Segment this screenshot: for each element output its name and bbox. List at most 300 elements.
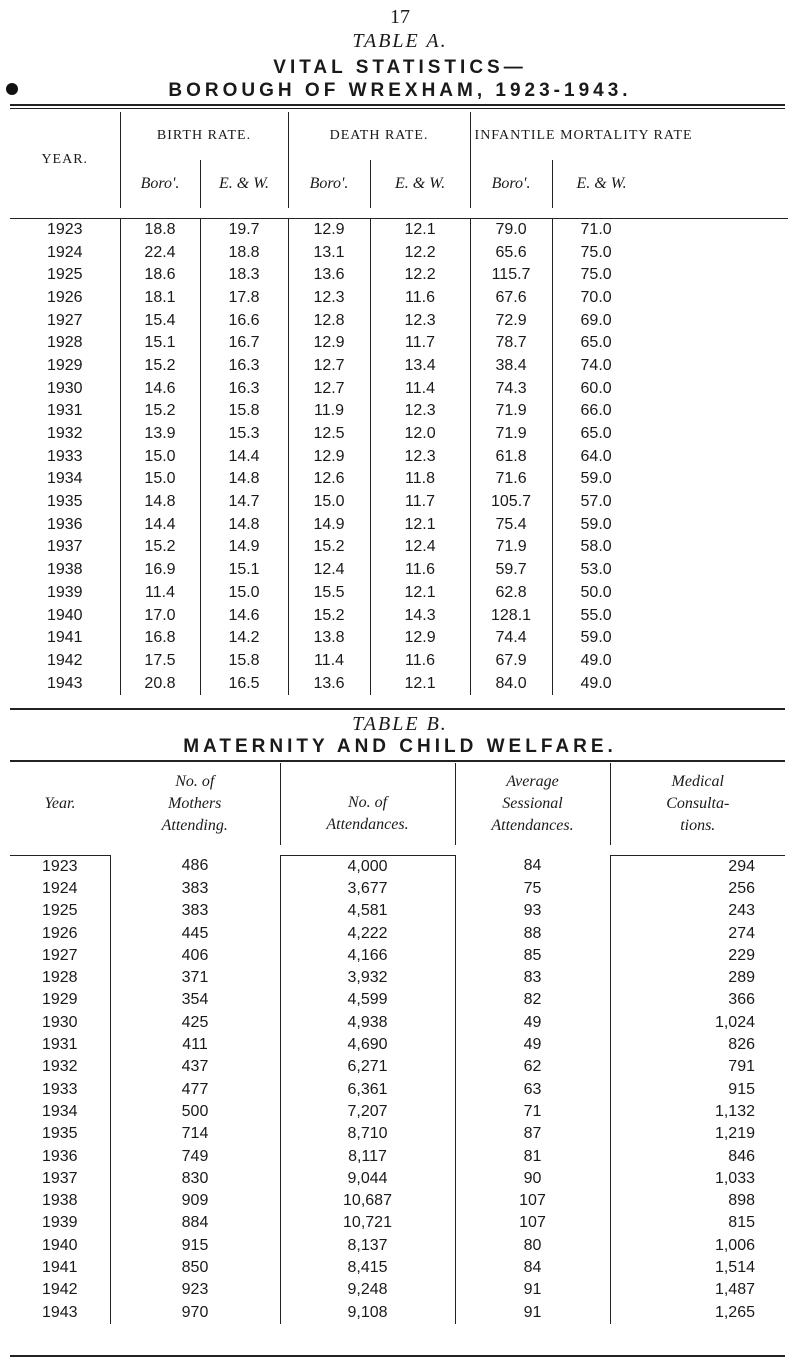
value-cell: 71.0 bbox=[552, 218, 788, 241]
value-cell: 91 bbox=[455, 1279, 610, 1301]
value-cell: 12.9 bbox=[288, 332, 370, 355]
table-row bbox=[10, 1145, 785, 1167]
value-cell: 71.9 bbox=[470, 400, 552, 423]
value-cell: 20.8 bbox=[120, 672, 200, 695]
value-cell: 15.5 bbox=[288, 582, 370, 605]
value-cell: 12.7 bbox=[288, 377, 370, 400]
year-cell: 1935 bbox=[41, 1125, 78, 1143]
value-cell: 49 bbox=[455, 1012, 610, 1034]
table-row bbox=[10, 1257, 785, 1279]
value-cell: 915 bbox=[610, 1078, 785, 1100]
value-cell: 4,599 bbox=[280, 989, 455, 1011]
value-cell: 49.0 bbox=[552, 672, 788, 695]
year-cell: 1929 bbox=[46, 356, 83, 374]
value-cell: 6,361 bbox=[280, 1078, 455, 1100]
table-row bbox=[10, 1301, 785, 1323]
value-cell: 14.9 bbox=[200, 536, 288, 559]
table-row bbox=[10, 604, 788, 627]
value-cell: 884 bbox=[110, 1212, 280, 1234]
value-cell: 437 bbox=[110, 1056, 280, 1078]
value-cell: 486 bbox=[110, 855, 280, 878]
value-cell: 8,415 bbox=[280, 1257, 455, 1279]
year-cell: 1923 bbox=[41, 857, 78, 875]
value-cell: 88 bbox=[455, 922, 610, 944]
year-cell: 1924 bbox=[41, 879, 78, 897]
value-cell: 815 bbox=[610, 1212, 785, 1234]
value-cell: 15.0 bbox=[120, 468, 200, 491]
year-cell: 1930 bbox=[41, 1013, 78, 1031]
year-cell: 1931 bbox=[41, 1036, 78, 1054]
year-cell: 1934 bbox=[46, 470, 83, 488]
table-row bbox=[10, 264, 788, 287]
value-cell: 4,581 bbox=[280, 900, 455, 922]
value-cell: 294 bbox=[610, 855, 785, 878]
value-cell: 13.6 bbox=[288, 264, 370, 287]
table-row bbox=[10, 559, 788, 582]
value-cell: 70.0 bbox=[552, 287, 788, 310]
value-cell: 63 bbox=[455, 1078, 610, 1100]
value-cell: 714 bbox=[110, 1123, 280, 1145]
value-cell: 115.7 bbox=[470, 264, 552, 287]
value-cell: 82 bbox=[455, 989, 610, 1011]
table-row bbox=[10, 218, 788, 241]
table-row bbox=[10, 400, 788, 423]
value-cell: 749 bbox=[110, 1145, 280, 1167]
birth-rate-header: BIRTH RATE. bbox=[120, 112, 288, 160]
value-cell: 12.4 bbox=[288, 559, 370, 582]
value-cell: 15.0 bbox=[120, 445, 200, 468]
year-cell: 1936 bbox=[41, 1147, 78, 1165]
subheader-death-ew: E. & W. bbox=[370, 160, 470, 208]
value-cell: 445 bbox=[110, 922, 280, 944]
table-row bbox=[10, 377, 788, 400]
value-cell: 243 bbox=[610, 900, 785, 922]
value-cell: 107 bbox=[455, 1212, 610, 1234]
value-cell: 78.7 bbox=[470, 332, 552, 355]
value-cell: 1,487 bbox=[610, 1279, 785, 1301]
value-cell: 16.5 bbox=[200, 672, 288, 695]
value-cell: 383 bbox=[110, 900, 280, 922]
value-cell: 16.3 bbox=[200, 377, 288, 400]
value-cell: 289 bbox=[610, 967, 785, 989]
value-cell: 53.0 bbox=[552, 559, 788, 582]
year-cell: 1925 bbox=[41, 902, 78, 920]
value-cell: 55.0 bbox=[552, 604, 788, 627]
value-cell: 72.9 bbox=[470, 309, 552, 332]
value-cell: 84.0 bbox=[470, 672, 552, 695]
value-cell: 12.1 bbox=[370, 513, 470, 536]
page-number: 17 bbox=[390, 6, 410, 28]
subheader-death-boro: Boro'. bbox=[288, 160, 370, 208]
table-row bbox=[10, 1212, 785, 1234]
value-cell: 17.8 bbox=[200, 287, 288, 310]
value-cell: 850 bbox=[110, 1257, 280, 1279]
value-cell: 85 bbox=[455, 945, 610, 967]
table-a-bottom-rule bbox=[10, 708, 785, 710]
value-cell: 16.3 bbox=[200, 355, 288, 378]
subheader-birth-ew: E. & W. bbox=[200, 160, 288, 208]
value-cell: 6,271 bbox=[280, 1056, 455, 1078]
year-cell: 1937 bbox=[41, 1169, 78, 1187]
year-cell: 1932 bbox=[46, 425, 83, 443]
table-row bbox=[10, 1190, 785, 1212]
value-cell: 18.8 bbox=[200, 241, 288, 264]
value-cell: 500 bbox=[110, 1101, 280, 1123]
value-cell: 9,108 bbox=[280, 1301, 455, 1323]
value-cell: 1,132 bbox=[610, 1101, 785, 1123]
value-cell: 425 bbox=[110, 1012, 280, 1034]
table-row bbox=[10, 989, 785, 1011]
medical-consultations-header: Medical Consulta- tions. bbox=[610, 763, 785, 845]
value-cell: 8,137 bbox=[280, 1235, 455, 1257]
value-cell: 65.0 bbox=[552, 423, 788, 446]
value-cell: 59.0 bbox=[552, 627, 788, 650]
value-cell: 11.8 bbox=[370, 468, 470, 491]
value-cell: 15.1 bbox=[120, 332, 200, 355]
table-row bbox=[10, 1235, 785, 1257]
table-row bbox=[10, 1056, 785, 1078]
value-cell: 4,000 bbox=[280, 855, 455, 878]
value-cell: 11.6 bbox=[370, 559, 470, 582]
table-row bbox=[10, 900, 785, 922]
year-cell: 1936 bbox=[46, 515, 83, 533]
value-cell: 12.8 bbox=[288, 309, 370, 332]
value-cell: 64.0 bbox=[552, 445, 788, 468]
table-row bbox=[10, 491, 788, 514]
value-cell: 14.6 bbox=[120, 377, 200, 400]
value-cell: 406 bbox=[110, 945, 280, 967]
year-cell: 1938 bbox=[46, 561, 83, 579]
value-cell: 15.2 bbox=[120, 355, 200, 378]
table-b-caption: TABLE B. bbox=[352, 713, 448, 735]
value-cell: 12.1 bbox=[370, 672, 470, 695]
year-cell: 1925 bbox=[46, 266, 83, 284]
value-cell: 9,248 bbox=[280, 1279, 455, 1301]
table-row bbox=[10, 1123, 785, 1145]
table-b-top-rule bbox=[10, 760, 785, 762]
value-cell: 846 bbox=[610, 1145, 785, 1167]
value-cell: 11.9 bbox=[288, 400, 370, 423]
table-row bbox=[10, 922, 785, 944]
value-cell: 59.0 bbox=[552, 513, 788, 536]
value-cell: 60.0 bbox=[552, 377, 788, 400]
value-cell: 91 bbox=[455, 1301, 610, 1323]
infantile-mortality-header: INFANTILE MORTALITY RATE bbox=[470, 112, 788, 160]
table-row bbox=[10, 513, 788, 536]
value-cell: 14.4 bbox=[120, 513, 200, 536]
value-cell: 12.3 bbox=[288, 287, 370, 310]
year-cell: 1933 bbox=[46, 447, 83, 465]
value-cell: 14.4 bbox=[200, 445, 288, 468]
value-cell: 15.2 bbox=[120, 536, 200, 559]
value-cell: 12.7 bbox=[288, 355, 370, 378]
table-row bbox=[10, 582, 788, 605]
year-cell: 1939 bbox=[46, 583, 83, 601]
year-cell: 1932 bbox=[41, 1058, 78, 1076]
year-cell: 1933 bbox=[41, 1080, 78, 1098]
value-cell: 65.6 bbox=[470, 241, 552, 264]
value-cell: 14.6 bbox=[200, 604, 288, 627]
year-cell: 1931 bbox=[46, 402, 83, 420]
table-row bbox=[10, 1168, 785, 1190]
value-cell: 411 bbox=[110, 1034, 280, 1056]
value-cell: 18.3 bbox=[200, 264, 288, 287]
value-cell: 57.0 bbox=[552, 491, 788, 514]
value-cell: 12.1 bbox=[370, 218, 470, 241]
value-cell: 1,006 bbox=[610, 1235, 785, 1257]
value-cell: 16.9 bbox=[120, 559, 200, 582]
value-cell: 38.4 bbox=[470, 355, 552, 378]
value-cell: 71.9 bbox=[470, 536, 552, 559]
value-cell: 93 bbox=[455, 900, 610, 922]
year-cell: 1929 bbox=[41, 991, 78, 1009]
value-cell: 79.0 bbox=[470, 218, 552, 241]
value-cell: 15.0 bbox=[200, 582, 288, 605]
table-a-title-line1: VITAL STATISTICS— bbox=[273, 57, 527, 78]
value-cell: 4,166 bbox=[280, 945, 455, 967]
value-cell: 83 bbox=[455, 967, 610, 989]
value-cell: 75.4 bbox=[470, 513, 552, 536]
year-cell: 1943 bbox=[46, 674, 83, 692]
value-cell: 75.0 bbox=[552, 264, 788, 287]
table-row bbox=[10, 1034, 785, 1056]
value-cell: 4,222 bbox=[280, 922, 455, 944]
table-b bbox=[10, 763, 785, 1324]
year-header-b: Year. bbox=[44, 795, 76, 812]
year-cell: 1942 bbox=[41, 1281, 78, 1299]
value-cell: 74.4 bbox=[470, 627, 552, 650]
value-cell: 69.0 bbox=[552, 309, 788, 332]
value-cell: 15.2 bbox=[288, 536, 370, 559]
value-cell: 1,265 bbox=[610, 1301, 785, 1323]
value-cell: 80 bbox=[455, 1235, 610, 1257]
value-cell: 12.2 bbox=[370, 241, 470, 264]
table-a-caption: TABLE A. bbox=[352, 30, 448, 52]
value-cell: 10,721 bbox=[280, 1212, 455, 1234]
value-cell: 59.7 bbox=[470, 559, 552, 582]
value-cell: 898 bbox=[610, 1190, 785, 1212]
table-row bbox=[10, 309, 788, 332]
table-row bbox=[10, 1078, 785, 1100]
value-cell: 14.8 bbox=[200, 468, 288, 491]
value-cell: 17.0 bbox=[120, 604, 200, 627]
table-row bbox=[10, 855, 785, 878]
value-cell: 74.3 bbox=[470, 377, 552, 400]
year-cell: 1939 bbox=[41, 1214, 78, 1232]
value-cell: 14.7 bbox=[200, 491, 288, 514]
value-cell: 274 bbox=[610, 922, 785, 944]
value-cell: 13.8 bbox=[288, 627, 370, 650]
year-cell: 1926 bbox=[46, 288, 83, 306]
value-cell: 84 bbox=[455, 1257, 610, 1279]
year-cell: 1928 bbox=[46, 334, 83, 352]
value-cell: 12.9 bbox=[288, 218, 370, 241]
value-cell: 15.3 bbox=[200, 423, 288, 446]
value-cell: 62.8 bbox=[470, 582, 552, 605]
value-cell: 49 bbox=[455, 1034, 610, 1056]
mothers-attending-header: No. of Mothers Attending. bbox=[161, 773, 228, 834]
table-row bbox=[10, 1101, 785, 1123]
table-row bbox=[10, 287, 788, 310]
value-cell: 18.6 bbox=[120, 264, 200, 287]
average-sessional-header: Average Sessional Attendances. bbox=[455, 763, 610, 845]
year-cell: 1942 bbox=[46, 651, 83, 669]
year-cell: 1938 bbox=[41, 1192, 78, 1210]
value-cell: 81 bbox=[455, 1145, 610, 1167]
value-cell: 12.6 bbox=[288, 468, 370, 491]
value-cell: 8,710 bbox=[280, 1123, 455, 1145]
value-cell: 11.4 bbox=[288, 650, 370, 673]
value-cell: 90 bbox=[455, 1168, 610, 1190]
value-cell: 14.9 bbox=[288, 513, 370, 536]
value-cell: 11.4 bbox=[370, 377, 470, 400]
value-cell: 87 bbox=[455, 1123, 610, 1145]
value-cell: 12.9 bbox=[370, 627, 470, 650]
year-cell: 1928 bbox=[41, 969, 78, 987]
value-cell: 1,024 bbox=[610, 1012, 785, 1034]
value-cell: 1,033 bbox=[610, 1168, 785, 1190]
year-cell: 1930 bbox=[46, 379, 83, 397]
table-row bbox=[10, 332, 788, 355]
table-a-top-rule-2 bbox=[10, 108, 785, 109]
value-cell: 107 bbox=[455, 1190, 610, 1212]
value-cell: 11.7 bbox=[370, 491, 470, 514]
value-cell: 15.2 bbox=[288, 604, 370, 627]
value-cell: 354 bbox=[110, 989, 280, 1011]
value-cell: 11.6 bbox=[370, 650, 470, 673]
value-cell: 909 bbox=[110, 1190, 280, 1212]
value-cell: 3,677 bbox=[280, 878, 455, 900]
value-cell: 84 bbox=[455, 855, 610, 878]
year-cell: 1941 bbox=[46, 629, 83, 647]
year-header: YEAR. bbox=[41, 152, 89, 167]
table-a bbox=[10, 112, 788, 695]
value-cell: 128.1 bbox=[470, 604, 552, 627]
value-cell: 12.3 bbox=[370, 445, 470, 468]
value-cell: 15.8 bbox=[200, 400, 288, 423]
table-row bbox=[10, 1012, 785, 1034]
value-cell: 13.6 bbox=[288, 672, 370, 695]
value-cell: 75 bbox=[455, 878, 610, 900]
value-cell: 229 bbox=[610, 945, 785, 967]
value-cell: 12.3 bbox=[370, 309, 470, 332]
year-cell: 1935 bbox=[46, 493, 83, 511]
value-cell: 477 bbox=[110, 1078, 280, 1100]
death-rate-header: DEATH RATE. bbox=[288, 112, 470, 160]
table-row bbox=[10, 445, 788, 468]
value-cell: 105.7 bbox=[470, 491, 552, 514]
value-cell: 1,514 bbox=[610, 1257, 785, 1279]
subheader-infant-boro: Boro'. bbox=[470, 160, 552, 208]
table-row bbox=[10, 878, 785, 900]
table-b-bottom-rule bbox=[10, 1355, 785, 1357]
value-cell: 1,219 bbox=[610, 1123, 785, 1145]
value-cell: 12.0 bbox=[370, 423, 470, 446]
value-cell: 383 bbox=[110, 878, 280, 900]
value-cell: 16.6 bbox=[200, 309, 288, 332]
value-cell: 67.9 bbox=[470, 650, 552, 673]
value-cell: 65.0 bbox=[552, 332, 788, 355]
table-b-title: MATERNITY AND CHILD WELFARE. bbox=[183, 736, 617, 757]
table-a-top-rule bbox=[10, 104, 785, 106]
value-cell: 19.7 bbox=[200, 218, 288, 241]
value-cell: 830 bbox=[110, 1168, 280, 1190]
value-cell: 16.8 bbox=[120, 627, 200, 650]
subheader-birth-boro: Boro'. bbox=[120, 160, 200, 208]
value-cell: 62 bbox=[455, 1056, 610, 1078]
value-cell: 66.0 bbox=[552, 400, 788, 423]
value-cell: 14.8 bbox=[120, 491, 200, 514]
table-row bbox=[10, 536, 788, 559]
value-cell: 18.8 bbox=[120, 218, 200, 241]
value-cell: 13.9 bbox=[120, 423, 200, 446]
value-cell: 16.7 bbox=[200, 332, 288, 355]
value-cell: 11.7 bbox=[370, 332, 470, 355]
value-cell: 12.5 bbox=[288, 423, 370, 446]
value-cell: 13.1 bbox=[288, 241, 370, 264]
value-cell: 970 bbox=[110, 1301, 280, 1323]
value-cell: 7,207 bbox=[280, 1101, 455, 1123]
value-cell: 12.2 bbox=[370, 264, 470, 287]
table-row bbox=[10, 967, 785, 989]
value-cell: 3,932 bbox=[280, 967, 455, 989]
value-cell: 71 bbox=[455, 1101, 610, 1123]
value-cell: 67.6 bbox=[470, 287, 552, 310]
value-cell: 12.3 bbox=[370, 400, 470, 423]
value-cell: 18.1 bbox=[120, 287, 200, 310]
value-cell: 915 bbox=[110, 1235, 280, 1257]
value-cell: 14.8 bbox=[200, 513, 288, 536]
year-cell: 1943 bbox=[41, 1303, 78, 1321]
value-cell: 59.0 bbox=[552, 468, 788, 491]
table-row bbox=[10, 672, 788, 695]
value-cell: 15.1 bbox=[200, 559, 288, 582]
table-row bbox=[10, 1279, 785, 1301]
year-cell: 1934 bbox=[41, 1102, 78, 1120]
value-cell: 12.9 bbox=[288, 445, 370, 468]
value-cell: 256 bbox=[610, 878, 785, 900]
value-cell: 15.4 bbox=[120, 309, 200, 332]
table-row bbox=[10, 423, 788, 446]
table-row bbox=[10, 945, 785, 967]
table-row bbox=[10, 355, 788, 378]
value-cell: 17.5 bbox=[120, 650, 200, 673]
year-cell: 1941 bbox=[41, 1258, 78, 1276]
year-cell: 1927 bbox=[46, 311, 83, 329]
value-cell: 826 bbox=[610, 1034, 785, 1056]
value-cell: 74.0 bbox=[552, 355, 788, 378]
value-cell: 4,690 bbox=[280, 1034, 455, 1056]
value-cell: 371 bbox=[110, 967, 280, 989]
table-row bbox=[10, 650, 788, 673]
value-cell: 366 bbox=[610, 989, 785, 1011]
value-cell: 15.0 bbox=[288, 491, 370, 514]
table-row bbox=[10, 241, 788, 264]
value-cell: 11.4 bbox=[120, 582, 200, 605]
year-cell: 1937 bbox=[46, 538, 83, 556]
value-cell: 923 bbox=[110, 1279, 280, 1301]
year-cell: 1926 bbox=[41, 924, 78, 942]
value-cell: 75.0 bbox=[552, 241, 788, 264]
year-cell: 1923 bbox=[46, 220, 83, 238]
value-cell: 15.8 bbox=[200, 650, 288, 673]
value-cell: 61.8 bbox=[470, 445, 552, 468]
value-cell: 15.2 bbox=[120, 400, 200, 423]
value-cell: 71.9 bbox=[470, 423, 552, 446]
table-row bbox=[10, 468, 788, 491]
value-cell: 58.0 bbox=[552, 536, 788, 559]
table-row bbox=[10, 627, 788, 650]
